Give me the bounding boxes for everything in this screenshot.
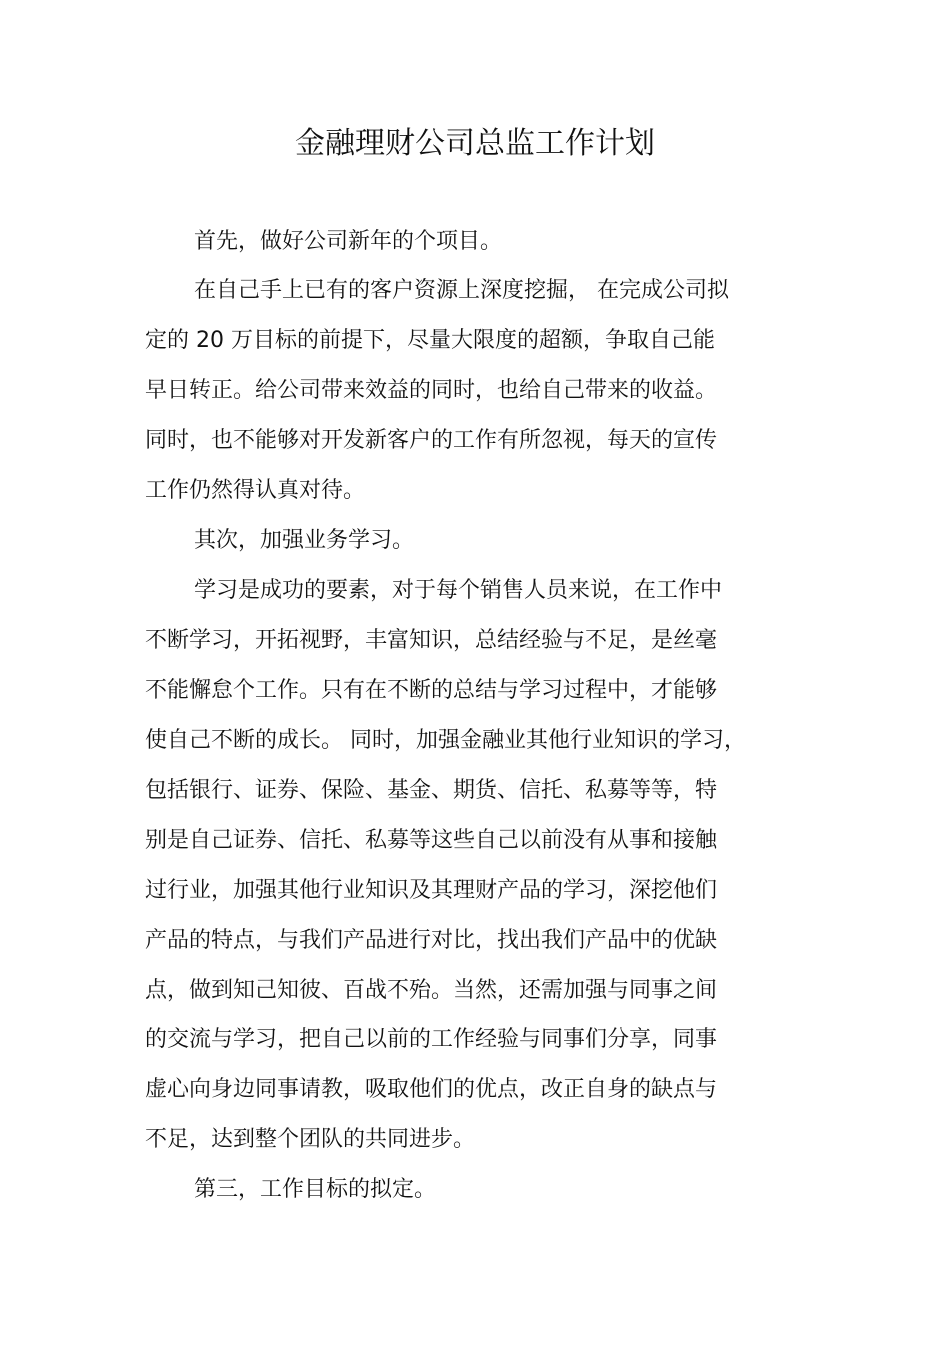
paragraph-line: 包括银行、证券、保险、基金、期货、信托、私募等等，特 (145, 778, 718, 803)
paragraph-line: 不断学习，开拓视野，丰富知识，总结经验与不足，是丝毫 (145, 628, 718, 653)
document-title: 金融理财公司总监工作计划 (295, 126, 655, 161)
paragraph-line: 点，做到知己知彼、百战不殆。当然，还需加强与同事之间 (145, 978, 718, 1003)
paragraph-line: 使自己不断的成长。 同时，加强金融业其他行业知识的学习， (145, 728, 746, 753)
paragraph-line: 学习是成功的要素，对于每个销售人员来说，在工作中 (194, 578, 723, 603)
paragraph-line: 首先，做好公司新年的个项目。 (194, 229, 503, 254)
paragraph-line: 同时，也不能够对开发新客户的工作有所忽视，每天的宣传 (145, 428, 718, 453)
paragraph-line: 产品的特点，与我们产品进行对比，找出我们产品中的优缺 (145, 928, 718, 953)
paragraph-line: 不能懈怠个工作。只有在不断的总结与学习过程中，才能够 (145, 678, 718, 703)
paragraph-line: 工作仍然得认真对待。 (145, 478, 366, 503)
paragraph-line: 定的 20 万目标的前提下，尽量大限度的超额，争取自己能 (145, 328, 715, 353)
paragraph-line: 其次，加强业务学习。 (194, 528, 415, 553)
paragraph-line: 不足，达到整个团队的共同进步。 (145, 1127, 476, 1152)
paragraph-line: 的交流与学习，把自己以前的工作经验与同事们分享，同事 (145, 1027, 718, 1052)
paragraph-line: 过行业，加强其他行业知识及其理财产品的学习，深挖他们 (145, 878, 718, 903)
paragraph-line: 在自己手上已有的客户资源上深度挖掘， 在完成公司拟 (194, 278, 729, 303)
paragraph-line: 虚心向身边同事请教，吸取他们的优点，改正自身的缺点与 (145, 1077, 718, 1102)
paragraph-line: 第三，工作目标的拟定。 (194, 1177, 437, 1202)
paragraph-line: 别是自己证券、信托、私募等这些自己以前没有从事和接触 (145, 828, 718, 853)
paragraph-line: 早日转正。给公司带来效益的同时，也给自己带来的收益。 (145, 378, 718, 403)
